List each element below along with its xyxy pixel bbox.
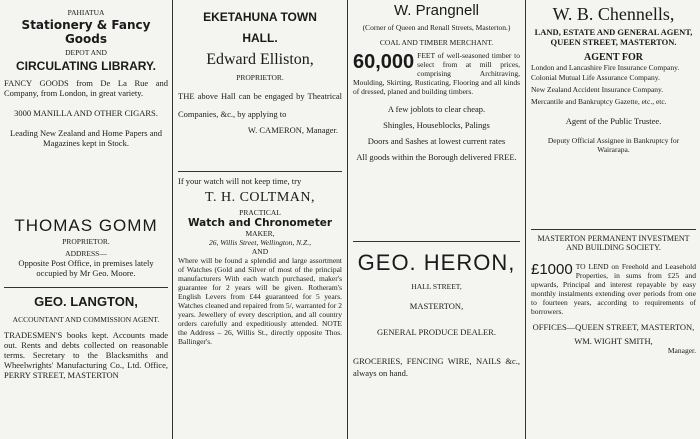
- dealer-body: GROCERIES, FENCING WIRE, NAILS &c., always on hand.: [353, 356, 520, 378]
- hall-title: EKETAHUNA TOWN: [203, 10, 317, 24]
- watchmaker-name: T. H. COLTMAN,: [204, 190, 316, 205]
- divider: [4, 287, 168, 288]
- address-label: ADDRESS—: [65, 249, 107, 258]
- hall-proprietor-name: Edward Elliston,: [206, 51, 314, 68]
- offices-line: OFFICES—QUEEN STREET, MASTERTON,: [532, 322, 695, 332]
- gomm-ad: [0, 194, 172, 284]
- merchant-trade: COAL AND TIMBER MERCHANT.: [379, 38, 494, 47]
- coltman-ad: [174, 176, 346, 346]
- agent-body: TRADESMEN'S books kept. Accounts made out. Rents and debts collected on reasonable terms. Secretary to the Blacksmiths and Wheelwrights' Manufacturing Co., Ltd. Office, PERRY STREET, MASTERTON: [4, 330, 168, 380]
- divider: [531, 229, 696, 230]
- agent-name: W. B. Chennells,: [552, 4, 675, 24]
- agency-line: New Zealand Accident Insurance Company.: [531, 85, 664, 94]
- agent-for-label: AGENT FOR: [584, 52, 643, 63]
- agency-line: Colonial Mutual Life Assurance Company.: [531, 73, 660, 82]
- agent-name: GEO. LANGTON,: [34, 294, 138, 309]
- dealer-trade: GENERAL PRODUCE DEALER.: [377, 327, 496, 337]
- hall-body: THE above Hall can be engaged by Theatrical Companies, &c., by applying to: [178, 91, 342, 119]
- loan-body: TO LEND on Freehold and Leasehold Properties, in sums from £25 and upwards, Principal and interest repayable by easy monthly instalments extending over periods from one to fourteen years, according to requirements of borrowers.: [531, 262, 696, 316]
- and-label: AND: [251, 247, 269, 256]
- divider: [353, 241, 520, 242]
- maker-label: MAKER,: [245, 229, 275, 238]
- building-society-ad: [527, 234, 700, 355]
- column-4: [527, 0, 700, 439]
- watch-address: 26, Willis Street, Wellington, N.Z.,: [209, 238, 311, 247]
- timber-body: FEET of well-seasoned timber to select from at mill prices, comprising Architraving, Moulding, Skirting, Rusticating, Flooring and all kinds of dressed, planed and building timbers.: [353, 51, 520, 96]
- timber-quantity: 60,000: [353, 51, 415, 73]
- assignee-line: Deputy Official Assignee in Bankruptcy for Wairarapa.: [547, 136, 680, 154]
- dealer-street: HALL STREET,: [411, 282, 462, 291]
- watch-title: Watch and Chronometer: [187, 217, 333, 229]
- hall-proprietor-label: PROPRIETOR.: [236, 73, 284, 82]
- proprietor-name: THOMAS GOMM: [14, 216, 158, 235]
- agency-line: London and Lancashire Fire Insurance Company.: [531, 63, 680, 72]
- practical-label: PRACTICAL: [239, 208, 281, 217]
- manager-name: WM. WIGHT SMITH,: [574, 336, 653, 346]
- address-text: Opposite Post Office, in premises lately occupied by Mr Geo. Moore.: [18, 258, 154, 278]
- loan-amount: £1000: [531, 262, 573, 278]
- agent-address: QUEEN STREET, MASTERTON.: [550, 37, 677, 47]
- heron-ad: [349, 250, 524, 379]
- divider: [178, 171, 342, 172]
- column-2: [174, 0, 346, 439]
- column-rule: [347, 0, 348, 439]
- hall-manager: W. CAMERON, Manager.: [247, 125, 338, 135]
- agent-role: ACCOUNTANT AND COMMISSION AGENT.: [12, 315, 160, 324]
- column-3: [349, 0, 524, 439]
- ad-cigars: 3000 MANILLA AND OTHER CIGARS.: [14, 108, 158, 118]
- dealer-name: GEO. HERON,: [357, 250, 516, 275]
- ad-body: FANCY GOODS from De La Rue and Company, from London, in great variety.: [4, 78, 168, 98]
- dealer-town: MASTERTON,: [409, 301, 464, 311]
- column-rule: [172, 0, 173, 439]
- ad-title: Stationery & Fancy Goods: [21, 18, 151, 46]
- watch-lead: If your watch will not keep time, try: [178, 176, 302, 186]
- trustee-line: Agent of the Public Trustee.: [565, 116, 662, 126]
- pahiatua-stationery-ad: [0, 0, 172, 194]
- chennells-ad: [527, 0, 700, 226]
- merchant-corner: (Corner of Queen and Renall Streets, Masterton.): [362, 23, 511, 32]
- ad-town: PAHIATUA: [67, 8, 105, 17]
- agent-role: LAND, ESTATE AND GENERAL AGENT,: [534, 27, 693, 37]
- watch-body: Where will be found a splendid and large assortment of Watches (Gold and Silver of most of the principal manufacturers With each watch purchased, maker's guarantee for 2 years will be given. Rotheram's English Levers from £44 guaranteed for 5 years. Watches cleaned and repaired from 5/, warranted for 2 years. Jewellery of every description, and all country orders carefully and expeditiously attended. NOTE the Address – 26, Willis St., directly opposite Thos. Ballinger's.: [178, 256, 342, 346]
- langton-ad: [0, 294, 172, 380]
- column-1: [0, 0, 172, 439]
- hall-title-2: HALL.: [242, 31, 278, 45]
- society-title: MASTERTON PERMANENT INVESTMENT AND BUILDING SOCIETY.: [537, 234, 690, 252]
- prangnell-ad: [349, 0, 524, 238]
- ad-subtitle: DEPOT AND: [65, 48, 107, 57]
- eketahuna-hall-ad: [174, 0, 346, 168]
- delivery-line: All goods within the Borough delivered FREE.: [356, 152, 517, 162]
- manager-label: Manager.: [667, 346, 696, 355]
- merchant-name: W. Prangnell: [393, 2, 480, 19]
- doors-line: Doors and Sashes at lowest current rates: [367, 136, 506, 146]
- column-rule: [525, 0, 526, 439]
- joblots-line: A few joblots to clear cheap.: [387, 104, 486, 114]
- proprietor-label: PROPRIETOR.: [62, 237, 110, 246]
- shingles-line: Shingles, Houseblocks, Palings: [383, 120, 490, 130]
- ad-library: CIRCULATING LIBRARY.: [16, 59, 156, 73]
- agency-line: Mercantile and Bankruptcy Gazette, etc., etc.: [531, 97, 667, 106]
- ad-papers: Leading New Zealand and Home Papers and Magazines kept in Stock.: [10, 128, 162, 148]
